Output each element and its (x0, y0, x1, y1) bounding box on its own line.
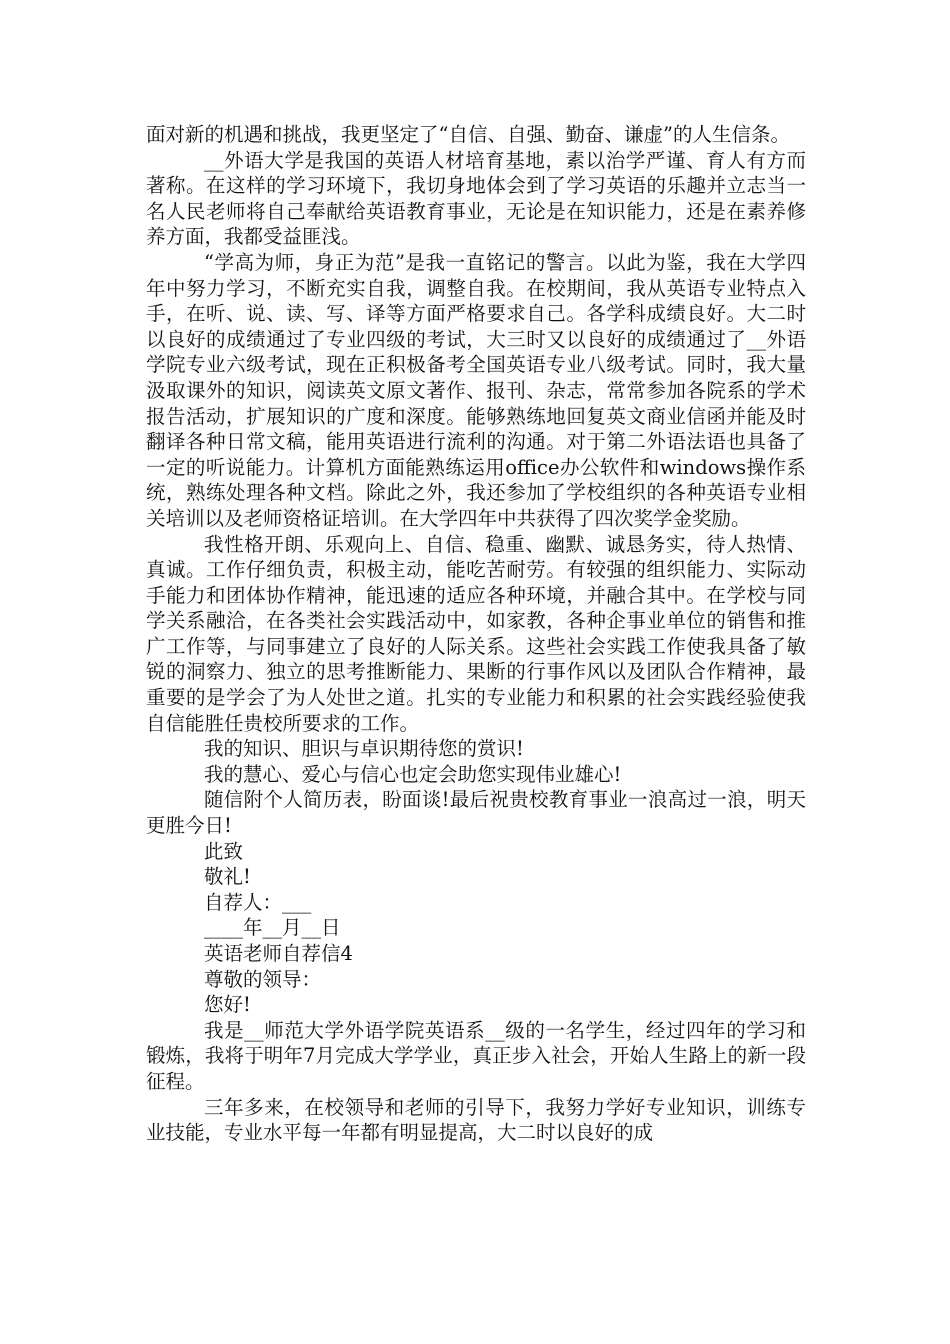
greeting-dear-leader: 尊敬的领导： (204, 967, 322, 991)
salutation-cizhi: 此致 (204, 839, 244, 863)
signature-recommender: 自荐人：___ (204, 890, 312, 914)
salutation-jingli: 敬礼! (204, 865, 251, 889)
paragraph-closing-wish: 随信附个人简历表，盼面谈!最后祝贵校教育事业一浪高过一浪，明天更胜今日! (146, 788, 806, 838)
paragraph-self-introduction: 我是__师范大学外语学院英语系__级的一名学生，经过四年的学习和锻炼，我将于明年7月完成大学学业，真正步入社会，开始人生路上的新一段征程。 (146, 1018, 806, 1093)
paragraph-knowledge-line: 我的知识、胆识与卓识期待您的赏识! (204, 737, 524, 761)
paragraph-university-intro: __外语大学是我国的英语人材培育基地，素以治学严谨、育人有方而著称。在这样的学习环境下，我切身地体会到了学习英语的乐趣并立志当一名人民老师将自己奉献给英语教育事业，无论是在知识能力，还是在素养修养方面，我都受益匪浅。 (146, 148, 806, 249)
section-heading-letter-4: 英语老师自荐信4 (204, 942, 353, 965)
paragraph-heart-line: 我的慧心、爱心与信心也定会助您实现伟业雄心! (204, 762, 622, 786)
greeting-hello: 您好! (204, 993, 251, 1017)
paragraph-three-years: 三年多来，在校领导和老师的引导下，我努力学好专业知识，训练专业技能，专业水平每一年都有明显提高，大二时以良好的成 (146, 1095, 806, 1145)
paragraph-life-motto: 面对新的机遇和挑战，我更坚定了“自信、自强、勤奋、谦虚”的人生信条。 (146, 123, 790, 146)
paragraph-personality: 我性格开朗、乐观向上、自信、稳重、幽默、诚恳务实，待人热情、真诚。工作仔细负责，积极主动，能吃苦耐劳。有较强的组织能力、实际动手能力和团体协作精神，能迅速的适应各种环境，并融合其中。在学校与同学关系融洽，在各类社会实践活动中，如家教，各种企事业单位的销售和推广工作等，与同事建立了良好的人际关系。这些社会实践工作使我具备了敏锐的洞察力、独立的思考推断能力、果断的行事作风以及团队合作精神，最重要的是学会了为人处世之道。扎实的专业能力和积累的社会实践经验使我自信能胜任贵校所要求的工作。 (146, 532, 806, 735)
document-page (146, 122, 806, 1146)
paragraph-study-achievements: “学高为师，身正为范”是我一直铭记的警言。以此为鉴，我在大学四年中努力学习，不断充实自我，调整自我。在校期间，我从英语专业特点入手，在听、说、读、写、译等方面严格要求自己。各学科成绩良好。大二时以良好的成绩通过了专业四级的考试，大三时又以良好的成绩通过了__外语学院专业六级考试，现在正积极备考全国英语专业八级考试。同时，我大量汲取课外的知识，阅读英文原文著作、报刊、杂志，常常参加各院系的学术报告活动，扩展知识的广度和深度。能够熟练地回复英文商业信函并能及时翻译各种日常文稿，能用英语进行流利的沟通。对于第二外语法语也具备了一定的听说能力。计算机方面能熟练运用office办公软件和windows操作系统，熟练处理各种文档。除此之外，我还参加了学校组织的各种英语专业相关培训以及老师资格证培训。在大学四年中共获得了四次奖学金奖励。 (146, 250, 806, 530)
signature-date: ____年__月__日 (204, 916, 341, 940)
